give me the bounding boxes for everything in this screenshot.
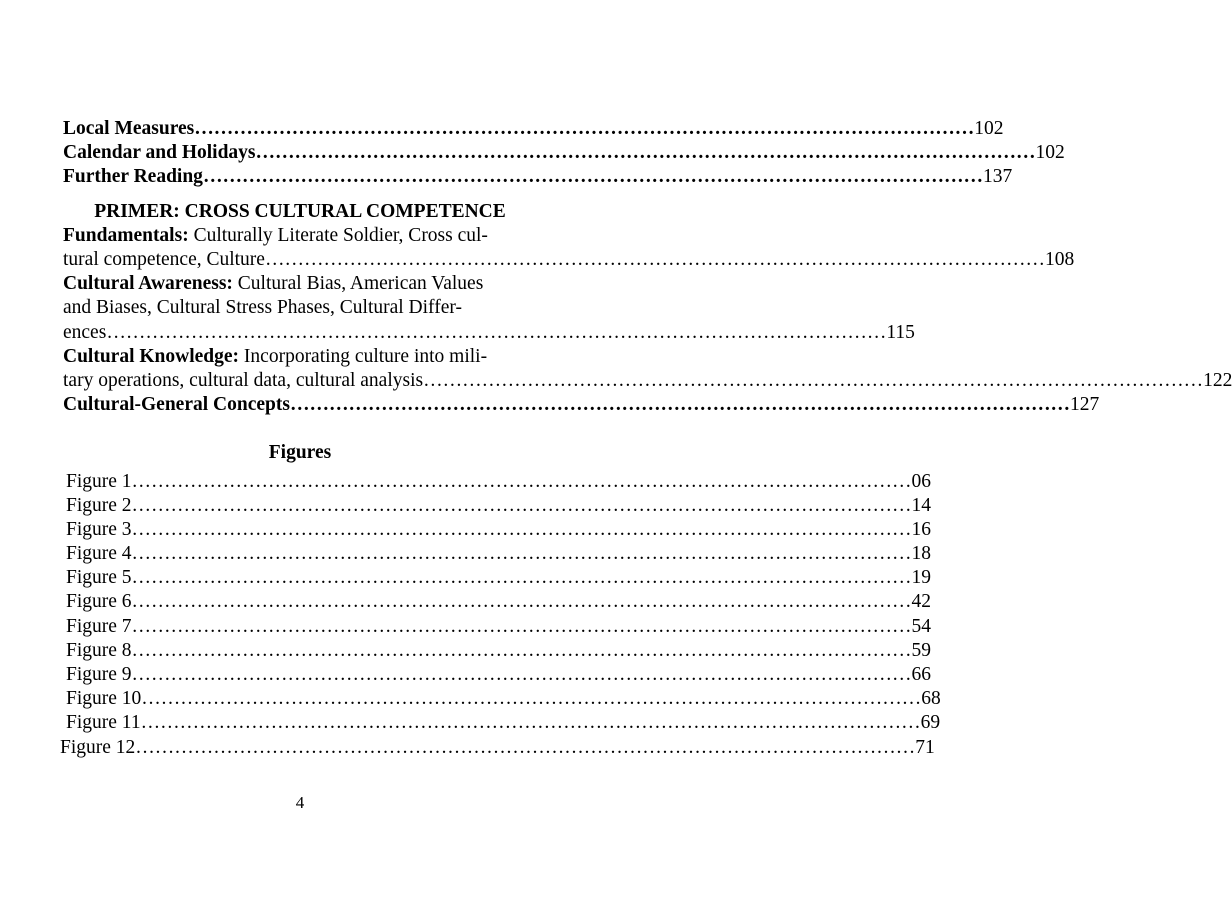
toc-entry-calendar-holidays[interactable] — [63, 141, 1065, 165]
figure-page: 42 — [911, 591, 932, 613]
figure-label: Figure 8 ………………………………………………………………………………………………………… — [66, 639, 912, 663]
figure-entry[interactable] — [63, 663, 932, 687]
toc-entry-title: Calendar and Holidays ………………………………………………………………………………………………………… — [63, 141, 1036, 165]
toc-entry-line: and Biases, Cultural Stress Phases, Cultural Differ- — [63, 297, 462, 319]
figure-label: Figure 3 ………………………………………………………………………………………………………… — [66, 518, 912, 542]
figure-label: Figure 9 ………………………………………………………………………………………………………… — [66, 663, 912, 687]
figure-label: Figure 12 ………………………………………………………………………………………………………… — [60, 736, 915, 760]
figure-entry[interactable] — [63, 470, 932, 494]
toc-entry-title: Local Measures ………………………………………………………………………………………………………… — [63, 117, 974, 141]
figure-entry[interactable] — [63, 518, 932, 542]
table-of-contents — [60, 117, 1232, 760]
toc-entry-text: tural competence, Culture ………………………………………………………………………………………………………… — [63, 249, 1045, 270]
toc-entry-text: ences ………………………………………………………………………………………………………… — [63, 322, 886, 343]
toc-entry-text: tary operations, cultural data, cultural analysis ………………………………………………………………………………………………………… — [63, 370, 1203, 391]
toc-entry-text: Incorporating culture into mili- — [239, 345, 488, 367]
figure-label: Figure 5 ………………………………………………………………………………………………………… — [66, 566, 912, 590]
figure-page: 19 — [911, 567, 932, 589]
figure-label: Figure 7 ………………………………………………………………………………………………………… — [66, 615, 912, 639]
toc-entry-page: 108 — [1044, 248, 1075, 270]
figure-entry[interactable] — [63, 590, 932, 614]
figure-page: 66 — [911, 664, 932, 686]
toc-entry-line — [63, 272, 537, 296]
figure-page: 16 — [911, 518, 932, 540]
toc-entry-title: Further Reading ………………………………………………………………………………………………………… — [63, 165, 983, 189]
toc-entry-page: 102 — [1035, 142, 1065, 164]
page-number: 4 — [295, 793, 305, 812]
toc-entry-page: 115 — [886, 321, 915, 343]
figure-label: Figure 1 ………………………………………………………………………………………………………… — [66, 470, 912, 494]
toc-entry-page: 137 — [982, 166, 1013, 188]
figure-page: 71 — [915, 736, 935, 758]
figure-label: Figure 6 ………………………………………………………………………………………………………… — [66, 590, 912, 614]
figure-entry[interactable] — [60, 736, 935, 760]
figure-page: 68 — [921, 688, 941, 710]
toc-entry-label: Cultural Awareness: — [63, 273, 233, 295]
toc-entry-label: Fundamentals: — [63, 224, 189, 246]
figure-entry[interactable] — [63, 566, 932, 590]
figure-label: Figure 11 ………………………………………………………………………………………………………… — [66, 711, 921, 735]
figure-page: 14 — [911, 494, 932, 516]
toc-entry-line — [63, 321, 915, 345]
figure-entry[interactable] — [63, 494, 932, 518]
toc-entry-further-reading[interactable] — [63, 165, 1013, 189]
toc-entry-cultural-general-concepts[interactable] — [63, 393, 1100, 417]
toc-entry-line — [63, 248, 1075, 272]
figure-entry[interactable] — [63, 711, 941, 735]
figure-page: 06 — [911, 470, 932, 492]
figure-page: 59 — [911, 639, 932, 661]
figures-heading: Figures — [268, 442, 332, 464]
figure-label: Figure 10 ………………………………………………………………………………………………………… — [66, 687, 921, 711]
primer-heading: PRIMER: CROSS CULTURAL COMPETENCE — [94, 200, 506, 222]
toc-entry-fundamentals[interactable] — [63, 224, 1075, 272]
figure-entry[interactable] — [63, 615, 932, 639]
toc-entry-label: Cultural Knowledge: — [63, 345, 240, 367]
toc-entry-text: Culturally Literate Soldier, Cross cul- — [188, 224, 488, 246]
figure-entry[interactable] — [63, 542, 932, 566]
toc-entry-cultural-knowledge[interactable] — [63, 345, 1232, 393]
toc-entry-line — [63, 345, 537, 369]
toc-entry-title: Cultural-General Concepts ………………………………………………………………………………………………………… — [63, 393, 1070, 417]
toc-entry-local-measures[interactable] — [63, 117, 1004, 141]
toc-entry-text: Cultural Bias, American Values — [232, 273, 484, 295]
toc-entry-page: 102 — [974, 118, 1004, 139]
toc-entry-cultural-awareness[interactable] — [63, 272, 915, 345]
figure-page: 18 — [911, 543, 932, 565]
toc-entry-page: 122 — [1203, 369, 1232, 391]
figure-page: 69 — [920, 712, 941, 734]
figure-label: Figure 4 ………………………………………………………………………………………………………… — [66, 542, 912, 566]
figure-label: Figure 2 ………………………………………………………………………………………………………… — [66, 494, 912, 518]
figure-page: 54 — [911, 615, 932, 637]
figure-entry[interactable] — [63, 639, 932, 663]
toc-entry-line — [63, 369, 1232, 393]
figure-entry[interactable] — [63, 687, 941, 711]
toc-entry-line — [63, 224, 537, 248]
toc-entry-page: 127 — [1069, 394, 1100, 416]
